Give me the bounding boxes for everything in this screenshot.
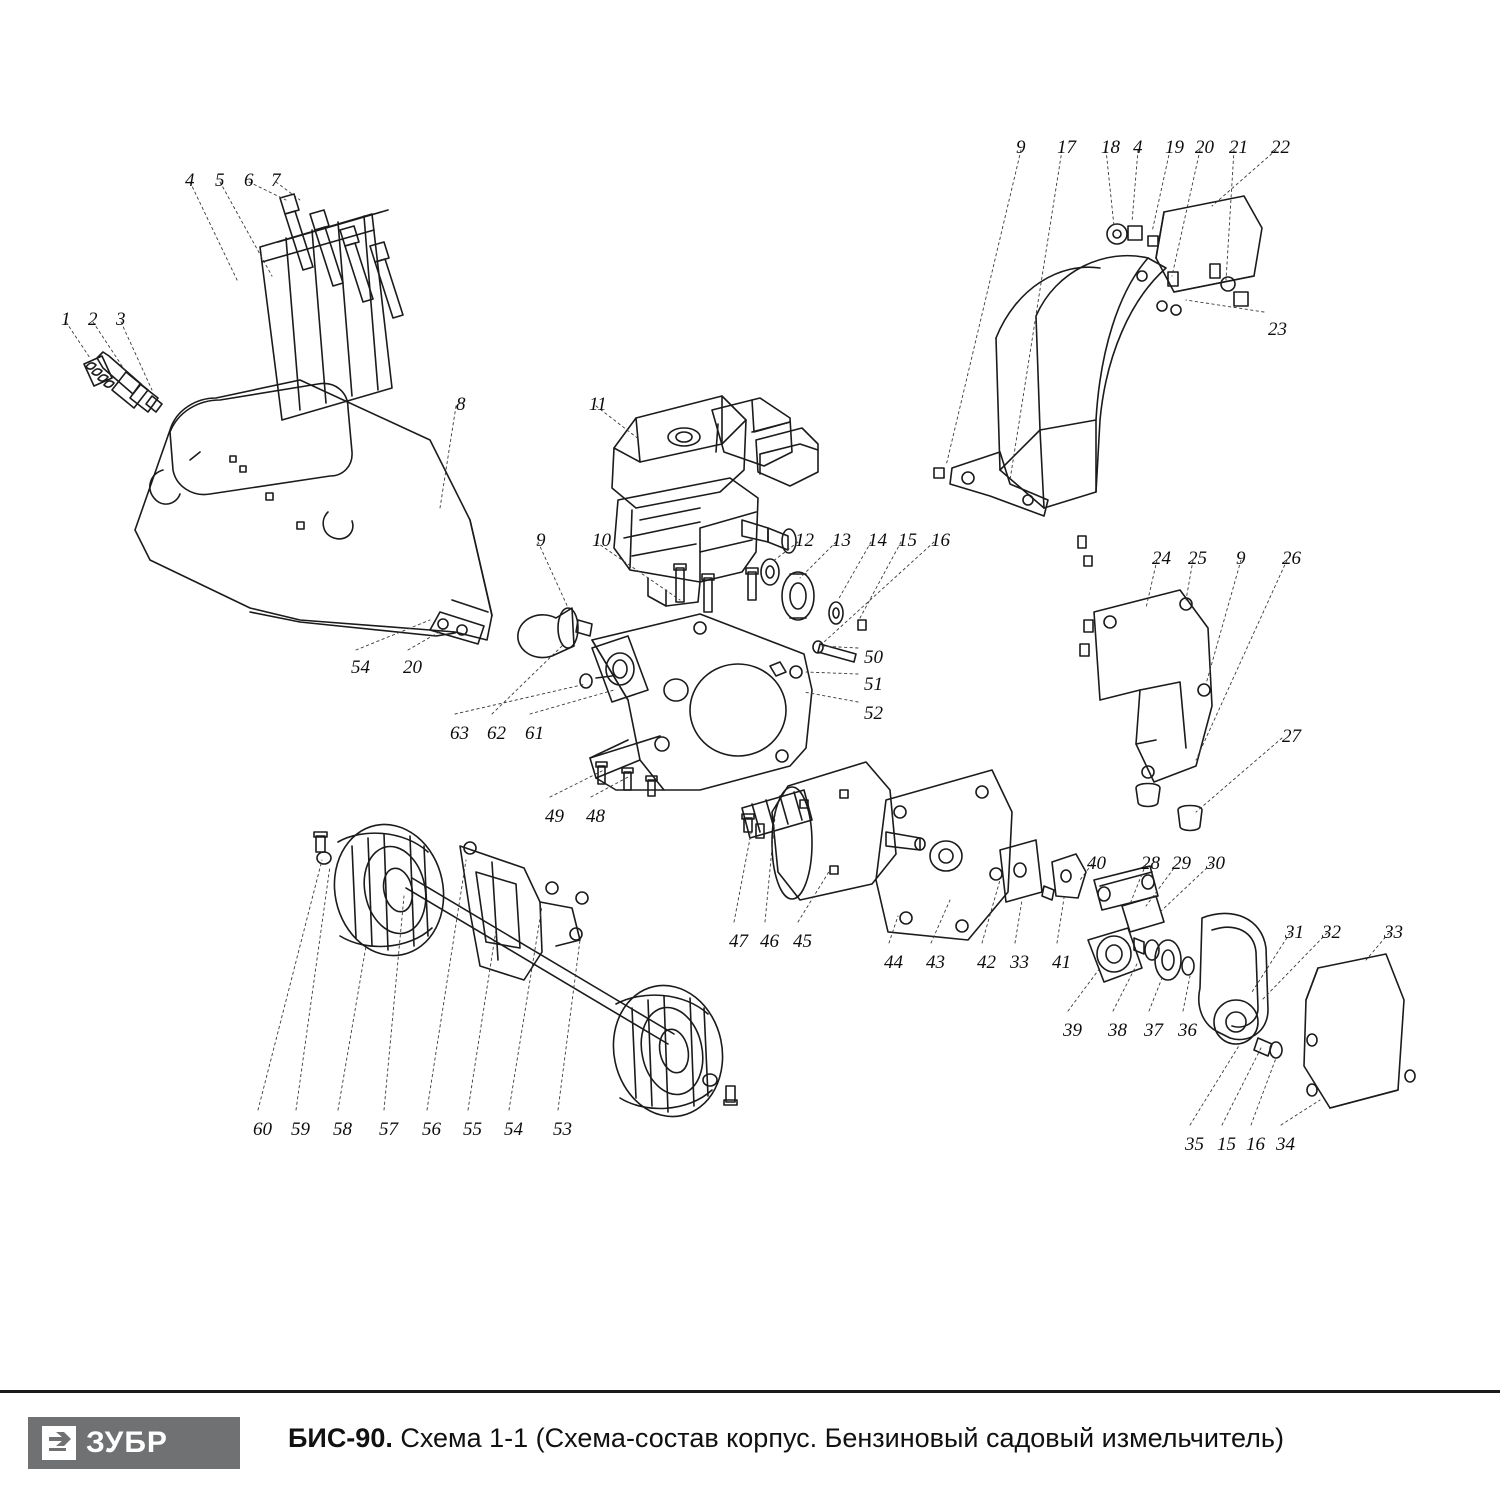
callout-number: 6 [244,170,254,191]
brand-name: ЗУБР [86,1426,168,1459]
callout-number: 62 [487,723,506,744]
callout-number: 45 [793,931,812,952]
callout-number: 59 [291,1119,310,1140]
callout-number: 54 [351,657,370,678]
callout-number: 33 [1010,952,1029,973]
callout-number: 43 [926,952,945,973]
part-knife-bar [742,790,812,838]
part-main-frame [590,614,812,790]
part-discharge-chute [934,256,1166,566]
callout-number: 53 [553,1119,572,1140]
callout-number: 5 [215,170,225,191]
callout-number: 25 [1188,548,1207,569]
callout-number: 47 [729,931,748,952]
callout-number: 20 [403,657,422,678]
callout-number: 7 [271,170,281,191]
brand-logo [28,1417,240,1469]
callout-number: 9 [1236,548,1246,569]
callout-number: 61 [525,723,544,744]
callout-number: 51 [864,674,883,695]
part-hopper-bag [135,380,492,644]
callout-number: 15 [898,530,917,551]
diagram-caption [288,1423,1284,1454]
part-wheels-axle [314,814,737,1127]
callout-number: 8 [456,394,466,415]
callout-number: 40 [1087,853,1106,874]
callout-number: 34 [1276,1134,1295,1155]
caption-description: Схема 1-1 (Схема-состав корпус. Бензиновый садовый измельчитель) [392,1423,1284,1453]
callout-number: 30 [1206,853,1225,874]
caption-model: БИС-90. [288,1423,393,1453]
callout-number: 52 [864,703,883,724]
callout-number: 28 [1141,853,1160,874]
callout-number: 39 [1063,1020,1082,1041]
part-frame-bolts [596,762,657,796]
callout-number: 16 [1246,1134,1265,1155]
part-bearing-flange [518,608,648,702]
part-rotor-drum [772,762,925,900]
callout-number: 42 [977,952,996,973]
callout-number: 48 [586,806,605,827]
callout-number: 32 [1322,922,1341,943]
callout-number: 23 [1268,319,1287,340]
callout-number: 26 [1282,548,1301,569]
callout-number: 29 [1172,853,1191,874]
part-spacer-bracket [1000,840,1086,902]
callout-number: 38 [1108,1020,1127,1041]
callout-number: 9 [1016,137,1026,158]
callout-number: 50 [864,647,883,668]
callout-number: 24 [1152,548,1171,569]
callout-number: 9 [536,530,546,551]
callout-number: 3 [116,309,126,330]
part-spring-latch [84,352,162,412]
callout-number: 11 [589,394,607,415]
part-right-bracket [1080,590,1212,831]
callout-number: 4 [185,170,195,191]
part-pulley-group [761,559,866,662]
callout-number: 31 [1285,922,1304,943]
callout-number: 60 [253,1119,272,1140]
callout-number: 19 [1165,137,1184,158]
callout-number: 56 [422,1119,441,1140]
callout-number: 21 [1229,137,1248,158]
callout-number: 55 [463,1119,482,1140]
callout-number: 27 [1282,726,1301,747]
callout-number: 63 [450,723,469,744]
callout-number: 12 [795,530,814,551]
callout-number: 46 [760,931,779,952]
part-cover-right [1304,954,1415,1108]
callout-number: 57 [379,1119,398,1140]
part-engine-bolts [674,564,758,612]
callout-number: 13 [832,530,851,551]
callout-number: 4 [1133,137,1143,158]
callout-number: 17 [1057,137,1076,158]
arrow-in-square-icon [42,1426,76,1460]
callout-number: 2 [88,309,98,330]
callout-number: 15 [1217,1134,1236,1155]
callout-number: 16 [931,530,950,551]
callout-number: 35 [1185,1134,1204,1155]
callout-number: 41 [1052,952,1071,973]
callout-number: 18 [1101,137,1120,158]
callout-number: 44 [884,952,903,973]
callout-number: 36 [1178,1020,1197,1041]
callout-number: 33 [1384,922,1403,943]
callout-number: 14 [868,530,887,551]
part-side-plate [876,770,1012,940]
callout-number: 10 [592,530,611,551]
part-screen-plate [260,210,392,420]
callout-number: 58 [333,1119,352,1140]
callout-number: 54 [504,1119,523,1140]
callout-number: 37 [1144,1020,1163,1041]
diagram-footer [0,1390,1500,1503]
callout-number: 1 [61,309,71,330]
callout-number: 20 [1195,137,1214,158]
callout-number: 49 [545,806,564,827]
callout-number: 22 [1271,137,1290,158]
